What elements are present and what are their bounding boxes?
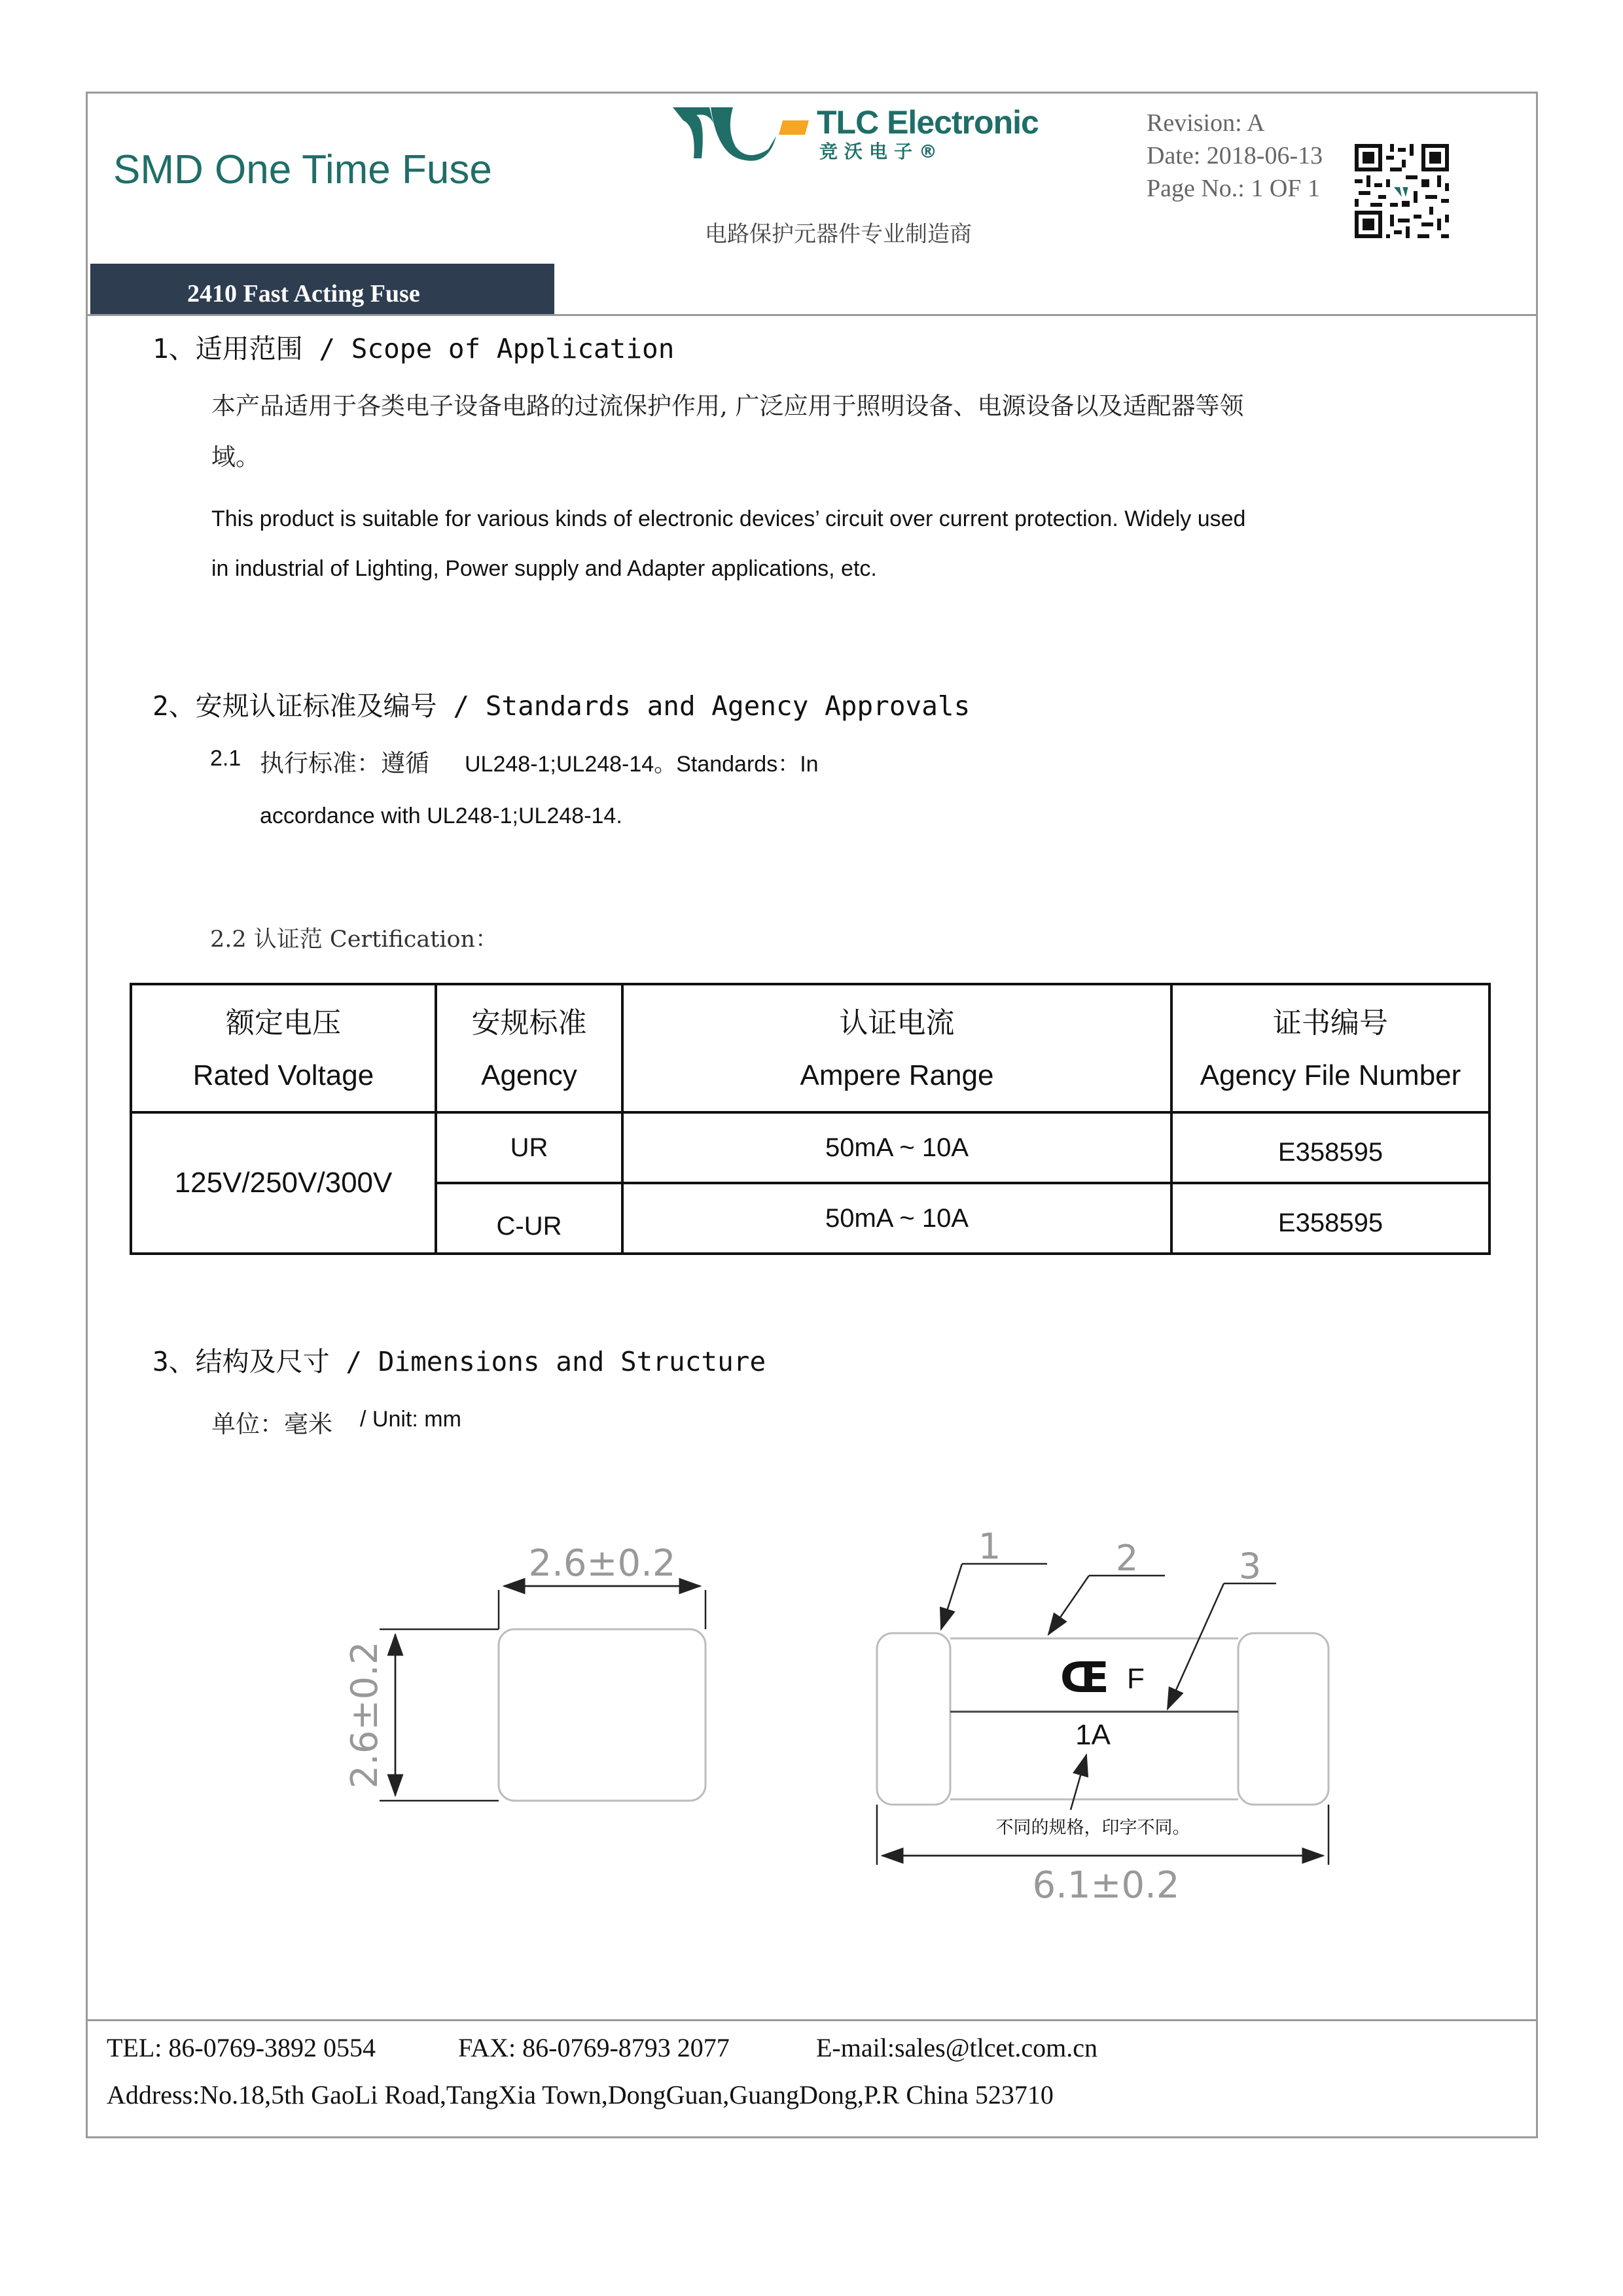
product-banner-title: 2410 Fast Acting Fuse: [187, 280, 420, 308]
section-3-heading: 3、结构及尺寸 / Dimensions and Structure: [152, 1346, 766, 1377]
company-tagline: 电路保护元器件专业制造商: [705, 221, 972, 247]
unit-en-label: / Unit: mm: [360, 1407, 461, 1432]
marking-rating: 1A: [1075, 1719, 1111, 1751]
ampere-range-cell: 50mA ~ 10A: [622, 1183, 1171, 1254]
marking-note: 不同的规格，印字不同。: [995, 1818, 1190, 1838]
height-dimension: 2.6±0.2: [344, 1641, 386, 1789]
standards-text: UL248-1;UL248-14。Standards：In: [465, 752, 819, 777]
qr-code-icon: [1351, 140, 1453, 242]
rated-voltage-cell: 125V/250V/300V: [131, 1112, 436, 1254]
section-2-heading: 2、安规认证标准及编号 / Standards and Agency Approvals: [152, 690, 971, 722]
date: Date: 2018-06-13: [1147, 142, 1323, 169]
document-title: SMD One Time Fuse: [113, 147, 492, 192]
logo-text: TLC Electronic: [817, 104, 1039, 141]
file-number-cell: E358595: [1171, 1112, 1489, 1183]
ul-recognition-mark-icon: Œ: [1060, 1654, 1109, 1703]
section-1-cn-line-2: 域。: [211, 443, 260, 471]
footer-email: E-mail:sales@tlcet.com.cn: [816, 2033, 1098, 2062]
callout-3: 3: [1238, 1545, 1262, 1587]
header-agency-file-number: 证书编号 Agency File Number: [1171, 984, 1489, 1112]
standards-cn-label: 执行标准：遵循: [260, 749, 429, 777]
standards-item-number: 2.1: [210, 746, 241, 771]
footer-divider: [86, 2019, 1538, 2021]
section-1-en-line-2: in industrial of Lighting, Power supply and Adapter applications, etc.: [211, 556, 877, 581]
product-banner: [90, 264, 554, 314]
revision: Revision: A: [1147, 109, 1265, 137]
header-rated-voltage: 额定电压 Rated Voltage: [131, 984, 436, 1112]
table-row: [131, 1112, 1489, 1183]
callout-1: 1: [978, 1526, 1001, 1567]
agency-cell: C-UR: [436, 1183, 622, 1254]
certification-label: 2.2 认证范 Certification：: [210, 927, 499, 953]
unit-cn-label: 单位：毫米: [211, 1410, 332, 1438]
width-dimension: 2.6±0.2: [528, 1542, 676, 1585]
footer-address: Address:No.18,5th GaoLi Road,TangXia Town,DongGuan,GuangDong,P.R China 523710: [107, 2080, 1054, 2110]
footer-fax: FAX: 86-0769-8793 2077: [458, 2033, 730, 2062]
callout-2: 2: [1115, 1538, 1139, 1579]
standards-text-line-2: accordance with UL248-1;UL248-14.: [260, 804, 622, 828]
section-1-en-line-1: This product is suitable for various kinds of electronic devices’ circuit over current protection. Widely used: [211, 506, 1246, 531]
end-view-drawing: [327, 1518, 733, 1819]
agency-cell: UR: [436, 1112, 622, 1183]
logo-chinese-name: 竞沃电子®: [819, 141, 944, 162]
page-number: Page No.: 1 OF 1: [1147, 175, 1320, 202]
header-divider: [86, 314, 1538, 316]
tlc-logo-icon: [670, 103, 811, 164]
marking-fast-acting: F: [1127, 1663, 1145, 1695]
section-1-cn-line-1: 本产品适用于各类电子设备电路的过流保护作用, 广泛应用于照明设备、电源设备以及适配器等领: [211, 392, 1244, 420]
certification-table: [130, 983, 1491, 1255]
length-dimension: 6.1±0.2: [1032, 1864, 1180, 1904]
file-number-cell: E358595: [1171, 1183, 1489, 1254]
top-view-drawing: [844, 1511, 1368, 1904]
section-1-heading: 1、适用范围 / Scope of Application: [152, 333, 675, 364]
header-agency: 安规标准 Agency: [436, 984, 622, 1112]
footer-tel: TEL: 86-0769-3892 0554: [107, 2033, 376, 2062]
table-header-row: [131, 984, 1489, 1112]
header-ampere-range: 认证电流 Ampere Range: [622, 984, 1171, 1112]
ampere-range-cell: 50mA ~ 10A: [622, 1112, 1171, 1183]
